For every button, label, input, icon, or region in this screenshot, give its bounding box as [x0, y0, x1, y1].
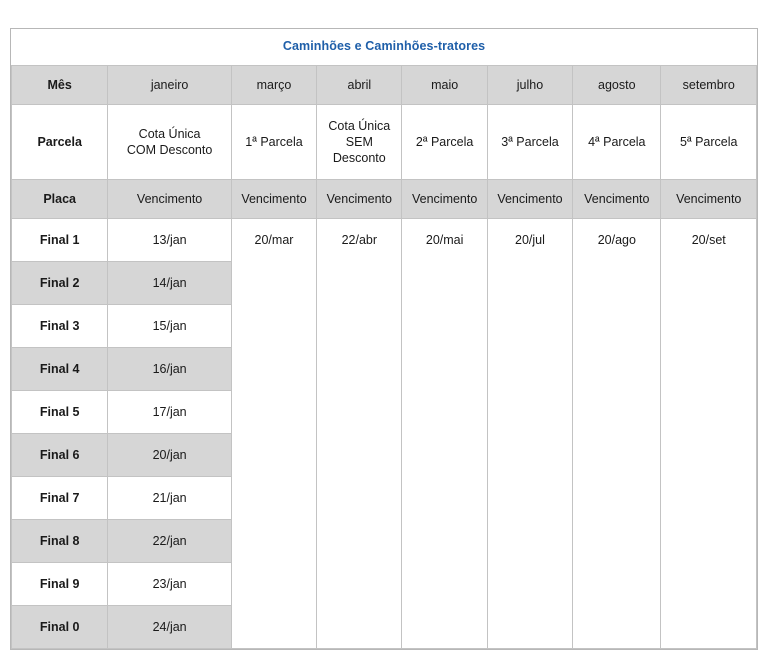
row-maio [402, 348, 487, 391]
row-abril [317, 348, 402, 391]
vencimento-abril: Vencimento [317, 180, 402, 219]
row-maio [402, 606, 487, 649]
parcela-label: Parcela [12, 105, 108, 180]
header-month-abril: abril [317, 66, 402, 105]
row-agosto [573, 563, 661, 606]
row-abril [317, 563, 402, 606]
row-janeiro: 21/jan [108, 477, 231, 520]
header-mes: Mês [12, 66, 108, 105]
vencimento-julho: Vencimento [487, 180, 572, 219]
row-julho [487, 520, 572, 563]
row-abril [317, 391, 402, 434]
row-abril [317, 606, 402, 649]
parcela-marco: 1ª Parcela [231, 105, 316, 180]
row-abril: 22/abr [317, 219, 402, 262]
row-setembro [661, 434, 757, 477]
row-janeiro: 14/jan [108, 262, 231, 305]
row-abril [317, 520, 402, 563]
row-maio [402, 477, 487, 520]
row-janeiro: 23/jan [108, 563, 231, 606]
row-placa: Final 4 [12, 348, 108, 391]
row-agosto [573, 348, 661, 391]
schedule-grid [11, 29, 757, 649]
row-maio [402, 262, 487, 305]
vencimento-agosto: Vencimento [573, 180, 661, 219]
row-maio [402, 391, 487, 434]
row-marco [231, 477, 316, 520]
row-placa: Final 6 [12, 434, 108, 477]
row-placa: Final 9 [12, 563, 108, 606]
title-row [12, 29, 757, 66]
vencimento-setembro: Vencimento [661, 180, 757, 219]
row-setembro [661, 606, 757, 649]
row-marco [231, 563, 316, 606]
table-row [12, 262, 757, 305]
row-janeiro: 13/jan [108, 219, 231, 262]
row-marco [231, 348, 316, 391]
table-row [12, 219, 757, 262]
table-row [12, 563, 757, 606]
vencimento-janeiro: Vencimento [108, 180, 231, 219]
row-agosto [573, 520, 661, 563]
row-agosto [573, 262, 661, 305]
row-julho [487, 434, 572, 477]
row-marco [231, 434, 316, 477]
row-setembro [661, 305, 757, 348]
row-placa: Final 1 [12, 219, 108, 262]
row-abril [317, 477, 402, 520]
row-janeiro: 20/jan [108, 434, 231, 477]
vencimento-header-row [12, 180, 757, 219]
row-placa: Final 2 [12, 262, 108, 305]
row-julho [487, 391, 572, 434]
header-month-janeiro: janeiro [108, 66, 231, 105]
row-julho [487, 563, 572, 606]
header-month-maio: maio [402, 66, 487, 105]
row-julho [487, 305, 572, 348]
row-maio [402, 563, 487, 606]
row-placa: Final 3 [12, 305, 108, 348]
row-janeiro: 16/jan [108, 348, 231, 391]
row-abril [317, 305, 402, 348]
parcela-julho: 3ª Parcela [487, 105, 572, 180]
row-setembro [661, 563, 757, 606]
row-marco [231, 262, 316, 305]
row-setembro [661, 262, 757, 305]
table-row [12, 391, 757, 434]
parcela-row [12, 105, 757, 180]
vencimento-marco: Vencimento [231, 180, 316, 219]
row-janeiro: 24/jan [108, 606, 231, 649]
row-marco [231, 391, 316, 434]
table-row [12, 434, 757, 477]
row-placa: Final 5 [12, 391, 108, 434]
row-agosto [573, 305, 661, 348]
row-setembro [661, 391, 757, 434]
row-agosto [573, 477, 661, 520]
table-row [12, 348, 757, 391]
row-julho [487, 477, 572, 520]
row-marco [231, 520, 316, 563]
row-julho [487, 348, 572, 391]
table-row [12, 477, 757, 520]
page-title: Caminhões e Caminhões-tratores [12, 29, 757, 66]
row-abril [317, 434, 402, 477]
row-janeiro: 15/jan [108, 305, 231, 348]
row-julho: 20/jul [487, 219, 572, 262]
header-month-agosto: agosto [573, 66, 661, 105]
row-maio: 20/mai [402, 219, 487, 262]
row-maio [402, 434, 487, 477]
tax-schedule-table [10, 28, 758, 650]
header-placa: Placa [12, 180, 108, 219]
vencimento-maio: Vencimento [402, 180, 487, 219]
row-marco [231, 606, 316, 649]
row-placa: Final 0 [12, 606, 108, 649]
row-setembro: 20/set [661, 219, 757, 262]
row-marco [231, 305, 316, 348]
parcela-agosto: 4ª Parcela [573, 105, 661, 180]
row-agosto: 20/ago [573, 219, 661, 262]
header-month-julho: julho [487, 66, 572, 105]
row-placa: Final 8 [12, 520, 108, 563]
row-janeiro: 17/jan [108, 391, 231, 434]
parcela-setembro: 5ª Parcela [661, 105, 757, 180]
parcela-maio: 2ª Parcela [402, 105, 487, 180]
table-row [12, 305, 757, 348]
row-maio [402, 520, 487, 563]
row-julho [487, 606, 572, 649]
row-placa: Final 7 [12, 477, 108, 520]
header-month-setembro: setembro [661, 66, 757, 105]
row-setembro [661, 477, 757, 520]
row-setembro [661, 520, 757, 563]
header-month-marco: março [231, 66, 316, 105]
row-janeiro: 22/jan [108, 520, 231, 563]
row-agosto [573, 391, 661, 434]
row-agosto [573, 606, 661, 649]
row-abril [317, 262, 402, 305]
parcela-janeiro: Cota Única COM Desconto [108, 105, 231, 180]
row-maio [402, 305, 487, 348]
table-row [12, 606, 757, 649]
row-setembro [661, 348, 757, 391]
row-marco: 20/mar [231, 219, 316, 262]
parcela-abril: Cota Única SEM Desconto [317, 105, 402, 180]
row-julho [487, 262, 572, 305]
row-agosto [573, 434, 661, 477]
table-row [12, 520, 757, 563]
month-header-row [12, 66, 757, 105]
